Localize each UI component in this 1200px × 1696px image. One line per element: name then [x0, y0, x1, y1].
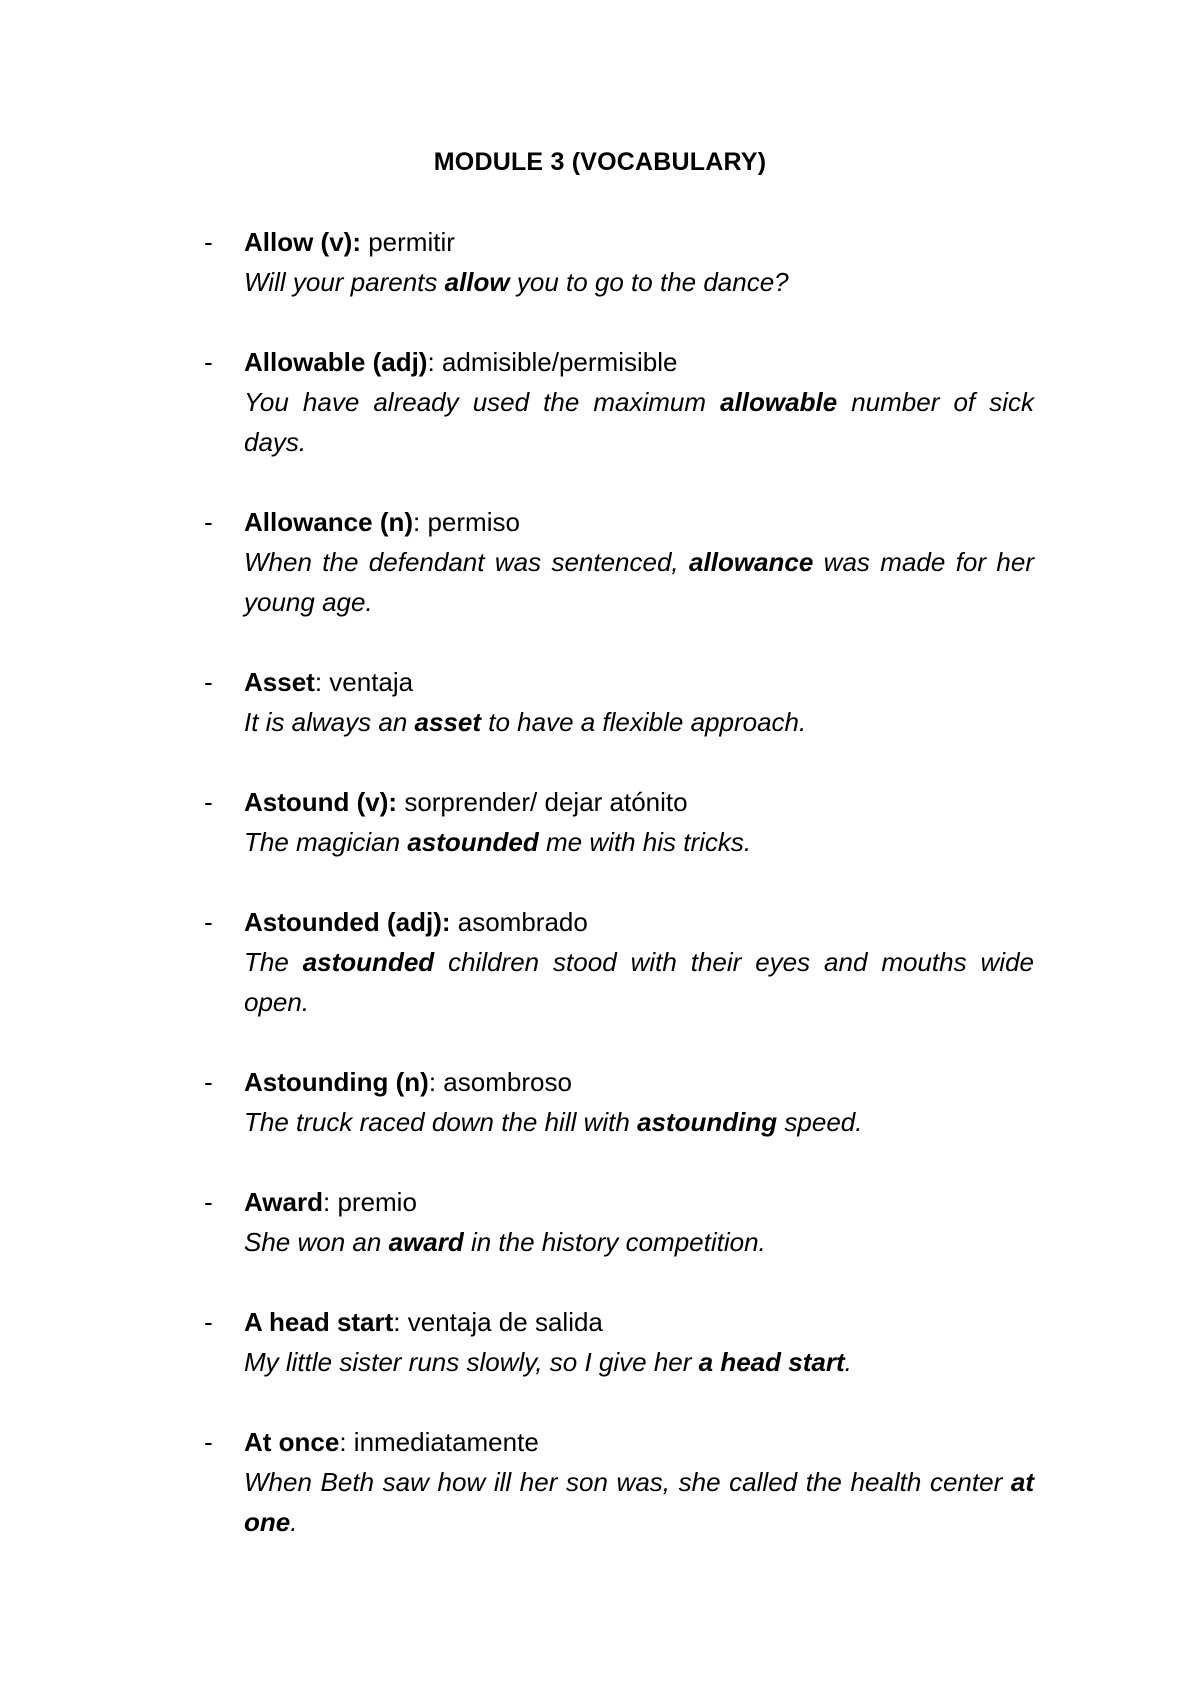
list-dash: -	[204, 907, 213, 937]
example-keyword: allowance	[689, 547, 814, 577]
list-dash: -	[204, 667, 213, 697]
vocab-definition: : admisible/permisible	[427, 347, 678, 377]
example-keyword: astounded	[407, 827, 539, 857]
vocab-term: Award	[244, 1187, 323, 1217]
vocab-entry-award	[204, 1182, 1034, 1262]
vocab-definition: : permiso	[413, 507, 520, 537]
vocab-entry-at-once	[204, 1422, 1034, 1542]
example-text: When Beth saw how ill her son was, she called the health center	[244, 1467, 1011, 1497]
example-text: When the defendant was sentenced,	[244, 547, 690, 577]
list-dash: -	[204, 227, 213, 257]
term-line	[244, 902, 1034, 942]
example-keyword: astounding	[637, 1107, 778, 1137]
list-dash: -	[204, 1307, 213, 1337]
example-keyword: a head start	[698, 1347, 845, 1377]
list-dash: -	[204, 1427, 213, 1457]
vocab-definition: : inmediatamente	[339, 1427, 539, 1457]
list-dash: -	[204, 347, 213, 377]
example-text: number of sick days.	[244, 387, 1034, 457]
term-line	[244, 342, 1034, 382]
vocabulary-list	[204, 222, 1034, 1582]
example-keyword: asset	[414, 707, 482, 737]
example-text: you to go to the dance?	[509, 267, 789, 297]
list-dash: -	[204, 507, 213, 537]
example-sentence	[244, 822, 1034, 862]
vocab-term: At once	[244, 1427, 340, 1457]
vocab-term: Astounding (n)	[244, 1067, 429, 1097]
vocab-entry-astound	[204, 782, 1034, 862]
example-text: Will your parents	[244, 267, 445, 297]
example-sentence	[244, 1342, 1034, 1382]
example-text: was made for her young age.	[244, 547, 1034, 617]
term-line	[244, 222, 1034, 262]
vocab-entry-allowance	[204, 502, 1034, 622]
example-text: me with his tricks.	[538, 827, 752, 857]
example-text: You have already used the maximum	[244, 387, 721, 417]
page-title: MODULE 3 (VOCABULARY)	[433, 148, 767, 176]
term-line	[244, 662, 1034, 702]
vocab-definition: sorprender/ dejar atónito	[397, 787, 688, 817]
example-keyword: allow	[444, 267, 510, 297]
vocab-definition: : premio	[323, 1187, 417, 1217]
vocab-entry-allow	[204, 222, 1034, 302]
example-text: The magician	[244, 827, 408, 857]
vocab-term: Asset	[244, 667, 315, 697]
example-sentence	[244, 1222, 1034, 1262]
list-dash: -	[204, 1067, 213, 1097]
example-text: .	[844, 1347, 852, 1377]
example-text: to have a flexible approach.	[481, 707, 807, 737]
vocab-definition: asombrado	[450, 907, 588, 937]
example-text: The truck raced down the hill with	[244, 1107, 638, 1137]
example-text: She won an	[244, 1227, 389, 1257]
example-sentence	[244, 1462, 1034, 1542]
example-sentence	[244, 262, 1034, 302]
example-sentence	[244, 942, 1034, 1022]
term-line	[244, 1302, 1034, 1342]
vocab-term: Astounded (adj):	[244, 907, 451, 937]
example-text: speed.	[777, 1107, 863, 1137]
list-dash: -	[204, 1187, 213, 1217]
term-line	[244, 502, 1034, 542]
vocab-entry-a-head-start	[204, 1302, 1034, 1382]
example-text: in the history competition.	[463, 1227, 766, 1257]
example-keyword: at one	[244, 1467, 1034, 1537]
vocab-term: Allowable (adj)	[244, 347, 428, 377]
vocab-term: Allowance (n)	[244, 507, 414, 537]
example-keyword: award	[388, 1227, 464, 1257]
example-keyword: allowable	[720, 387, 838, 417]
example-sentence	[244, 702, 1034, 742]
vocab-term: Allow (v):	[244, 227, 361, 257]
vocab-definition: : asombroso	[428, 1067, 572, 1097]
vocab-entry-astounding	[204, 1062, 1034, 1142]
example-text: The	[244, 947, 303, 977]
vocab-entry-allowable	[204, 342, 1034, 462]
vocab-term: Astound (v):	[244, 787, 398, 817]
example-text: children stood with their eyes and mouths wide open.	[244, 947, 1034, 1017]
example-keyword: astounded	[302, 947, 435, 977]
term-line	[244, 782, 1034, 822]
list-dash: -	[204, 787, 213, 817]
example-text: .	[290, 1507, 298, 1537]
vocab-entry-astounded	[204, 902, 1034, 1022]
vocab-definition: permitir	[361, 227, 455, 257]
example-sentence	[244, 542, 1034, 622]
term-line	[244, 1422, 1034, 1462]
term-line	[244, 1182, 1034, 1222]
term-line	[244, 1062, 1034, 1102]
example-sentence	[244, 382, 1034, 462]
example-sentence	[244, 1102, 1034, 1142]
vocab-definition: : ventaja de salida	[393, 1307, 603, 1337]
vocab-definition: : ventaja	[314, 667, 414, 697]
example-text: My little sister runs slowly, so I give her	[244, 1347, 699, 1377]
vocab-term: A head start	[244, 1307, 394, 1337]
vocab-entry-asset	[204, 662, 1034, 742]
example-text: It is always an	[244, 707, 415, 737]
